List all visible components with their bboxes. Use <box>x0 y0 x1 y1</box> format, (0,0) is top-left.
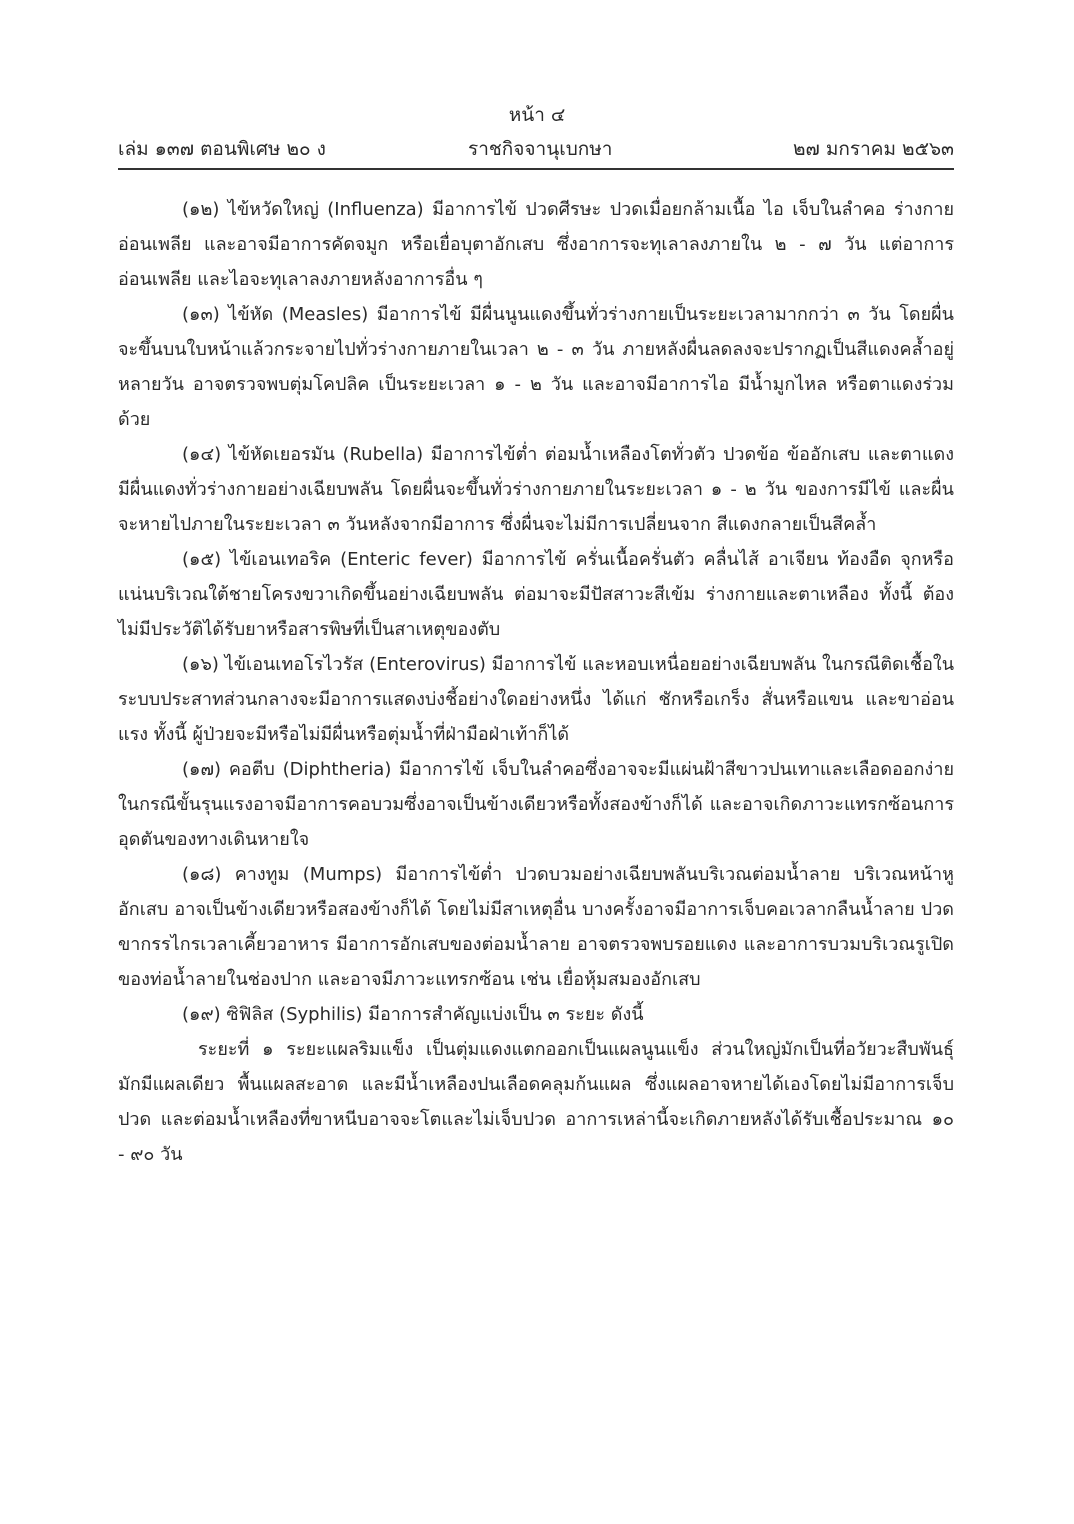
paragraph-17-diphtheria: (๑๗) คอตีบ (Diphtheria) มีอาการไข้ เจ็บในลำคอซึ่งอาจจะมีแผ่นฝ้าสีขาวปนเทาและเลือดออกง่าย ในกรณีขั้นรุนแรงอาจมีอาการคอบวมซึ่งอาจเป็นข้างเดียวหรือทั้งสองข้างก็ได้ และอาจเกิดภาวะแทรกซ้อนการอุดตันของทางเดินหายใจ <box>118 759 954 850</box>
publication-date: ๒๗ มกราคม ๒๕๖๓ <box>793 138 954 160</box>
volume-issue: เล่ม ๑๓๗ ตอนพิเศษ ๒๐ ง <box>118 138 326 160</box>
running-header <box>118 134 954 164</box>
paragraph-16-enterovirus: (๑๖) ไข้เอนเทอโรไวรัส (Enterovirus) มีอาการไข้ และหอบเหนื่อยอย่างเฉียบพลัน ในกรณีติดเชื้อในระบบประสาทส่วนกลางจะมีอาการแสดงบ่งชี้อย่างใดอย่างหนึ่ง ได้แก่ ชักหรือเกร็ง สั่นหรือแขน และขาอ่อนแรง ทั้งนี้ ผู้ป่วยจะมีหรือไม่มีผื่นหรือตุ่มน้ำที่ฝ่ามือฝ่าเท้าก็ได้ <box>118 654 954 745</box>
syphilis-stage-1: ระยะที่ ๑ ระยะแผลริมแข็ง เป็นตุ่มแดงแตกออกเป็นแผลนูนแข็ง ส่วนใหญ่มักเป็นที่อวัยวะสืบพันธุ์ มักมีแผลเดียว พื้นแผลสะอาด และมีน้ำเหลืองปนเลือดคลุมก้นแผล ซึ่งแผลอาจหายได้เองโดยไม่มีอาการเจ็บปวด และต่อมน้ำเหลืองที่ขาหนีบอาจจะโตและไม่เจ็บปวด อาการเหล่านี้จะเกิดภายหลังได้รับเชื้อประมาณ ๑๐ - ๙๐ วัน <box>118 1039 954 1165</box>
paragraph-18-mumps: (๑๘) คางทูม (Mumps) มีอาการไข้ต่ำ ปวดบวมอย่างเฉียบพลันบริเวณต่อมน้ำลาย บริเวณหน้าหูอักเสบ อาจเป็นข้างเดียวหรือสองข้างก็ได้ โดยไม่มีสาเหตุอื่น บางครั้งอาจมีอาการเจ็บคอเวลากลืนน้ำลาย ปวดขากรรไกรเวลาเคี้ยวอาหาร มีอาการอักเสบของต่อมน้ำลาย อาจตรวจพบรอยแดง และอาการบวมบริเวณรูเปิดของท่อน้ำลายในช่องปาก และอาจมีภาวะแทรกซ้อน เช่น เยื่อหุ้มสมองอักเสบ <box>118 864 954 990</box>
paragraph-13-measles: (๑๓) ไข้หัด (Measles) มีอาการไข้ มีผื่นนูนแดงขึ้นทั่วร่างกายเป็นระยะเวลามากกว่า ๓ วัน โดยผื่นจะขึ้นบนใบหน้าแล้วกระจายไปทั่วร่างกายภายในเวลา ๒ - ๓ วัน ภายหลังผื่นลดลงจะปรากฏเป็นสีแดงคล้ำอยู่หลายวัน อาจตรวจพบตุ่มโคปลิค เป็นระยะเวลา ๑ - ๒ วัน และอาจมีอาการไอ มีน้ำมูกไหล หรือตาแดงร่วมด้วย <box>118 304 954 430</box>
paragraph-19-syphilis: (๑๙) ซิฟิลิส (Syphilis) มีอาการสำคัญแบ่งเป็น ๓ ระยะ ดังนี้ <box>182 1004 644 1025</box>
paragraph-14-rubella: (๑๔) ไข้หัดเยอรมัน (Rubella) มีอาการไข้ต่ำ ต่อมน้ำเหลืองโตทั่วตัว ปวดข้อ ข้ออักเสบ และตาแดง มีผื่นแดงทั่วร่างกายอย่างเฉียบพลัน โดยผื่นจะขึ้นทั่วร่างกายภายในระยะเวลา ๑ - ๒ วัน ของการมีไข้ และผื่นจะหายไปภายในระยะเวลา ๓ วันหลังจากมีอาการ ซึ่งผื่นจะไม่มีการเปลี่ยนจาก สีแดงกลายเป็นสีคล้ำ <box>118 444 954 535</box>
document-body <box>118 192 954 1172</box>
gazette-title: ราชกิจจานุเบกษา <box>468 138 613 160</box>
header-divider <box>118 168 954 170</box>
paragraph-15-enteric-fever: (๑๕) ไข้เอนเทอริค (Enteric fever) มีอาการไข้ ครั่นเนื้อครั่นตัว คลื่นไส้ อาเจียน ท้องอืด จุกหรือแน่นบริเวณใต้ชายโครงขวาเกิดขึ้นอย่างเฉียบพลัน ต่อมาจะมีปัสสาวะสีเข้ม ร่างกายและตาเหลือง ทั้งนี้ ต้องไม่มีประวัติได้รับยาหรือสารพิษที่เป็นสาเหตุของตับ <box>118 549 954 640</box>
page-number: หน้า ๔ <box>508 104 566 126</box>
paragraph-12-influenza: (๑๒) ไข้หวัดใหญ่ (Influenza) มีอาการไข้ ปวดศีรษะ ปวดเมื่อยกล้ามเนื้อ ไอ เจ็บในลำคอ ร่างกายอ่อนเพลีย และอาจมีอาการคัดจมูก หรือเยื่อบุตาอักเสบ ซึ่งอาการจะทุเลาลงภายใน ๒ - ๗ วัน แต่อาการอ่อนเพลีย และไอจะทุเลาลงภายหลังอาการอื่น ๆ <box>118 199 954 290</box>
